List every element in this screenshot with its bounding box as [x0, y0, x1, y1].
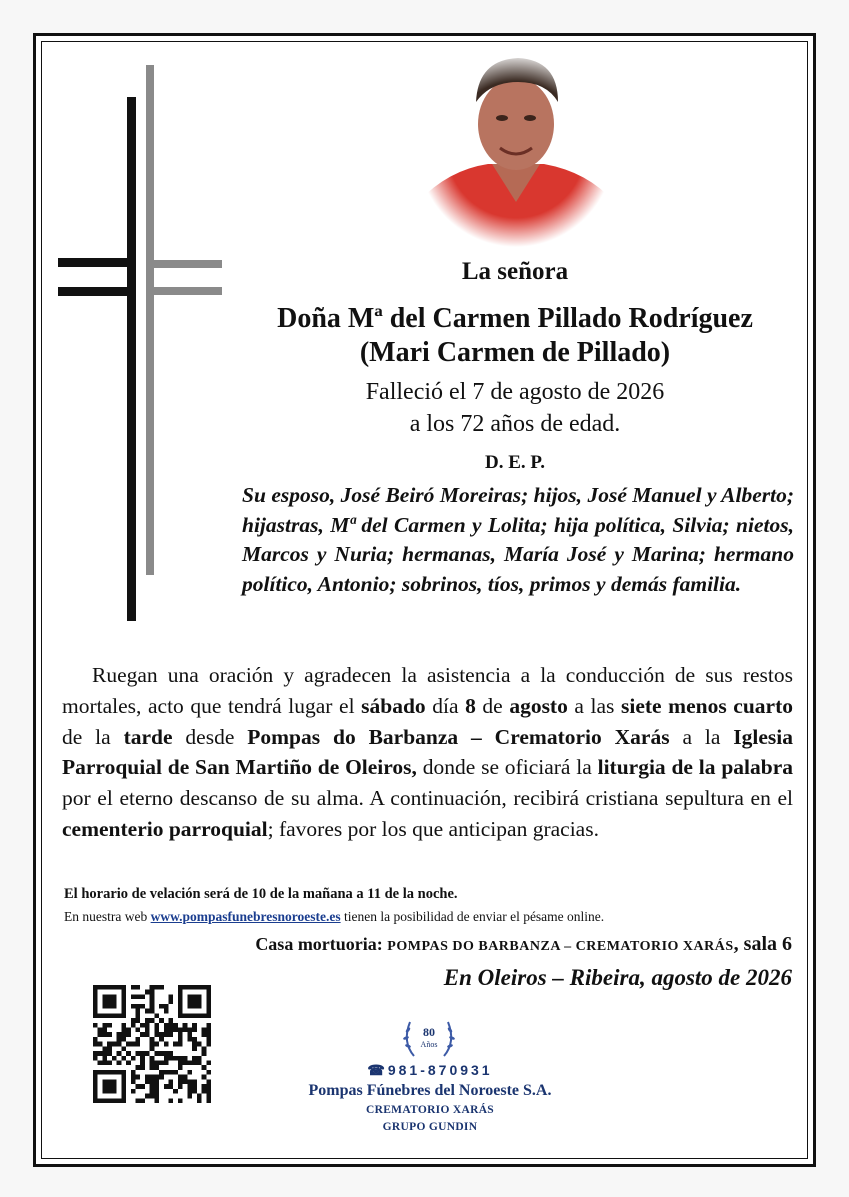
qr-code-icon[interactable] [92, 985, 212, 1103]
badge-number: 80 [423, 1025, 435, 1039]
portrait-photo [418, 52, 614, 247]
deceased-name [230, 302, 800, 370]
ceremony-text: Ruegan una oración y agradecen la asistencia a la conducción de sus restos mortales, acto que tendrá lugar el sábado día 8 de agosto a las siete menos cuarto de la tarde desde Pompas do Barbanza – Crematorio Xarás a la Iglesia Parroquial de San Martiño de Oleiros, donde se oficiará la liturgia de la palabra por el eterno descanso de su alma. A continuación, recibirá cristiana sepultura en el cementerio parroquial; favores por los que anticipan gracias. [62, 663, 793, 841]
website-link[interactable]: www.pompasfunebresnoroeste.es [150, 909, 341, 924]
place-date: En Oleiros – Ribeira, agosto de 2026 [443, 965, 792, 990]
deceased-nickname: (Mari Carmen de Pillado) [359, 337, 671, 368]
rip-label: D. E. P. [484, 452, 545, 473]
death-info [230, 376, 800, 440]
salutation: La señora [461, 258, 569, 285]
deceased-full-name: Doña Mª del Carmen Pillado Rodríguez [277, 303, 753, 334]
group-name: GRUPO GUNDIN [382, 1121, 478, 1133]
vigil-hours: El horario de velación será de 10 de la mañana a 11 de la noche. [64, 886, 458, 902]
funeral-home: Casa mortuoria: POMPAS DO BARBANZA – CREMATORIO XARÁS, sala 6 [255, 933, 792, 955]
death-age: a los 72 años de edad. [409, 411, 621, 437]
anniversary-badge-icon [400, 1012, 458, 1062]
company-name: Pompas Fúnebres del Noroeste S.A. [308, 1082, 552, 1099]
family-list: Su esposo, José Beiró Moreiras; hijos, José Manuel y Alberto; hijastras, Mª del Carmen y Lolita; hija política, Silvia; nietos, Marcos y Nuria; hermanas, María José y Marina; hermano político, Antonio; sobrinos, tíos, primos y demás familia. [242, 483, 794, 596]
badge-text: Años [420, 1040, 438, 1049]
crematorium-name: CREMATORIO XARÁS [365, 1104, 494, 1116]
web-notice: En nuestra web www.pompasfunebresnoroeste.es tienen la posibilidad de enviar el pésame online. [64, 909, 605, 924]
phone-number: ☎981-870931 [367, 1062, 493, 1078]
death-date: Falleció el 7 de agosto de 2026 [365, 379, 665, 405]
